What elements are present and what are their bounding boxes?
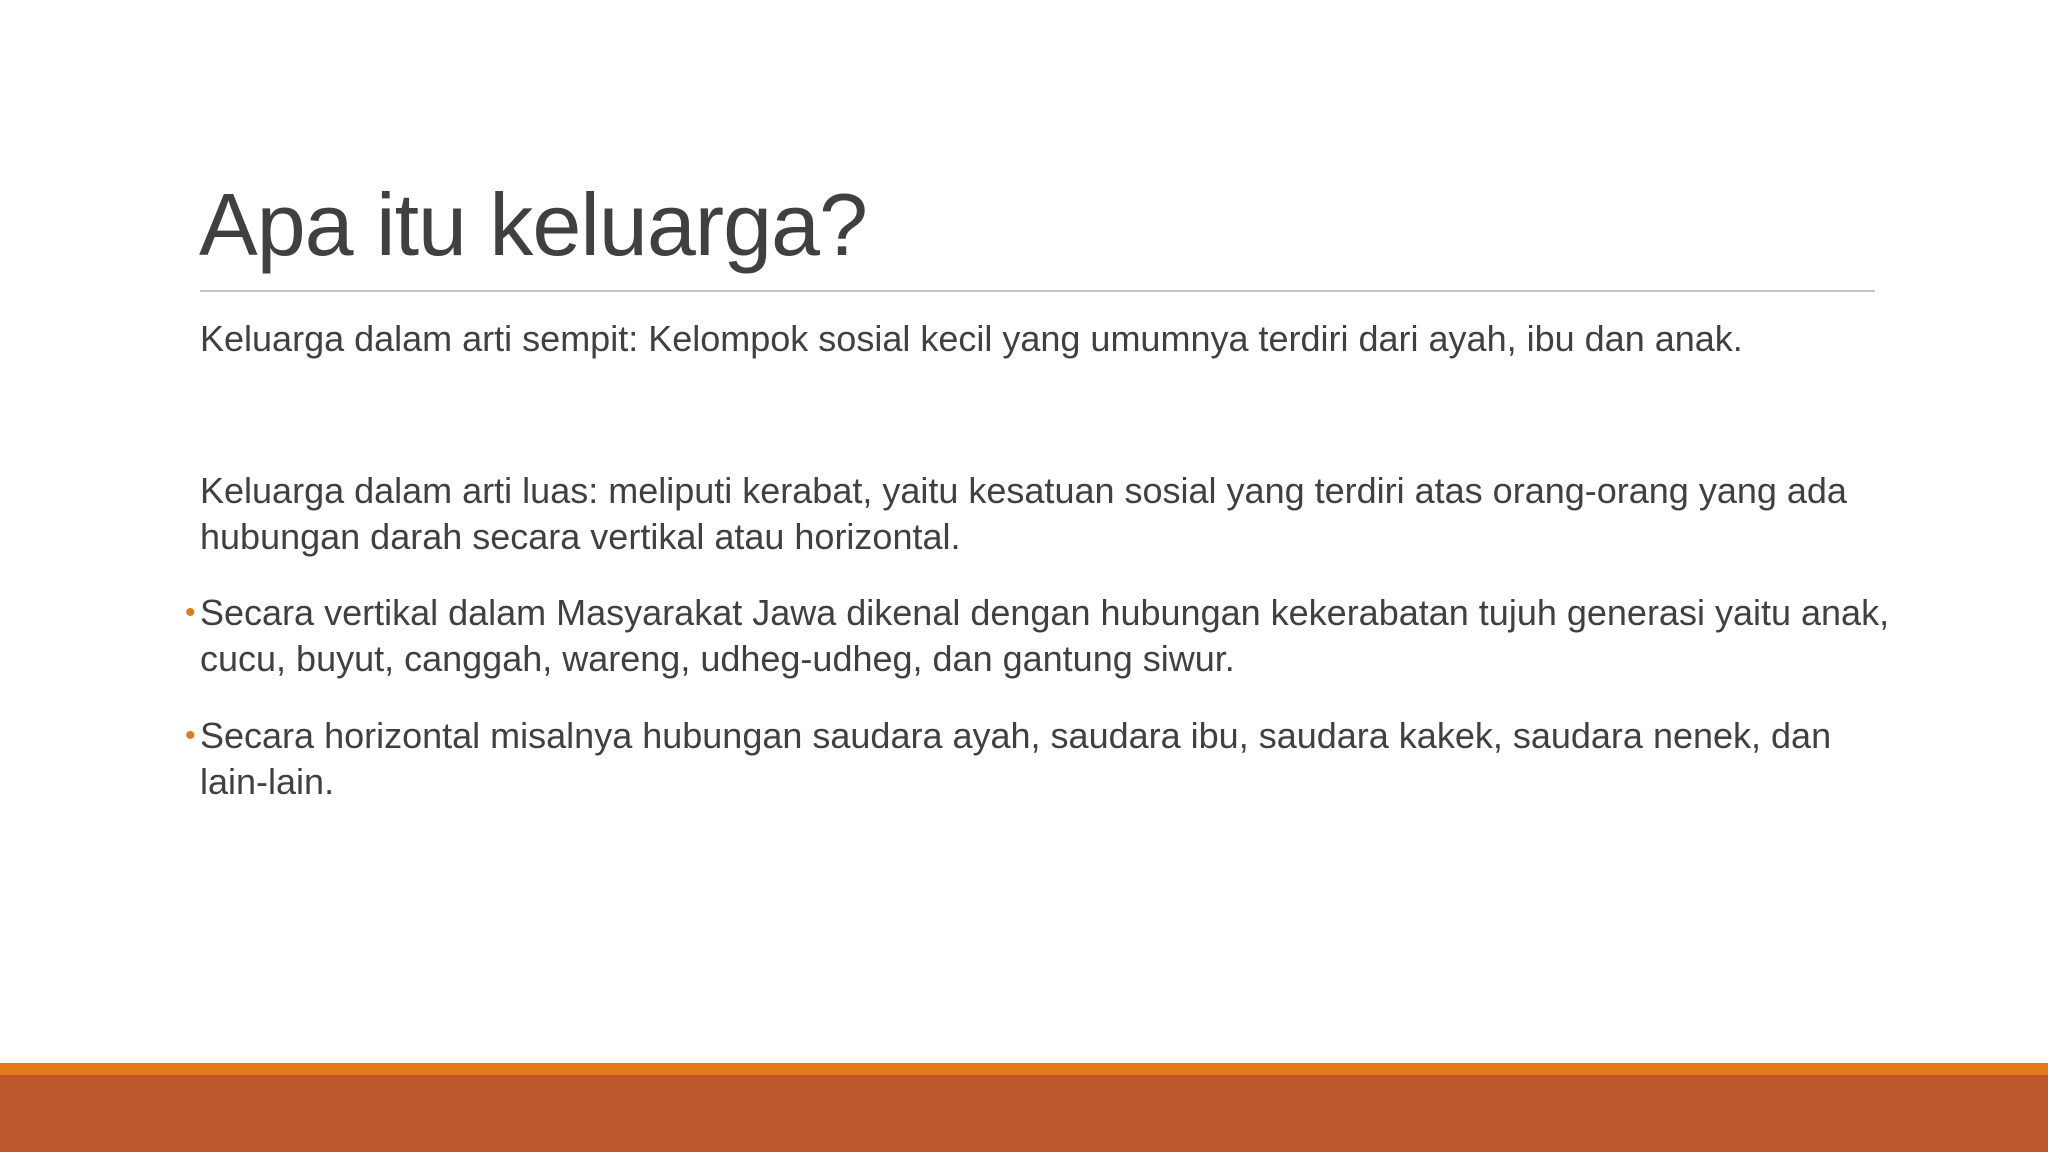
bullet-item-horizontal bbox=[185, 713, 1890, 805]
title-divider bbox=[200, 290, 1875, 292]
bullet-dot-icon: • bbox=[185, 719, 196, 752]
bullet-item-vertical bbox=[185, 590, 1890, 682]
bullet-text: Secara horizontal misalnya hubungan saudara ayah, saudara ibu, saudara kakek, saudara nenek, dan lain-lain. bbox=[200, 715, 1832, 802]
footer-accent-stripe bbox=[0, 1063, 2048, 1075]
bullet-text: Secara vertikal dalam Masyarakat Jawa dikenal dengan hubungan kekerabatan tujuh generasi yaitu anak, cucu, buyut, canggah, wareng, udheg-udheg, dan gantung siwur. bbox=[200, 592, 1890, 679]
footer-band bbox=[0, 1075, 2048, 1152]
paragraph-narrow-definition: Keluarga dalam arti sempit: Kelompok sosial kecil yang umumnya terdiri dari ayah, ibu dan anak. bbox=[200, 318, 1743, 359]
bullet-dot-icon: • bbox=[185, 596, 196, 629]
paragraph-broad-definition: Keluarga dalam arti luas: meliputi kerabat, yaitu kesatuan sosial yang terdiri atas orang-orang yang ada hubungan darah secara vertikal atau horizontal. bbox=[200, 470, 1847, 557]
slide-title: Apa itu keluarga? bbox=[199, 175, 867, 274]
